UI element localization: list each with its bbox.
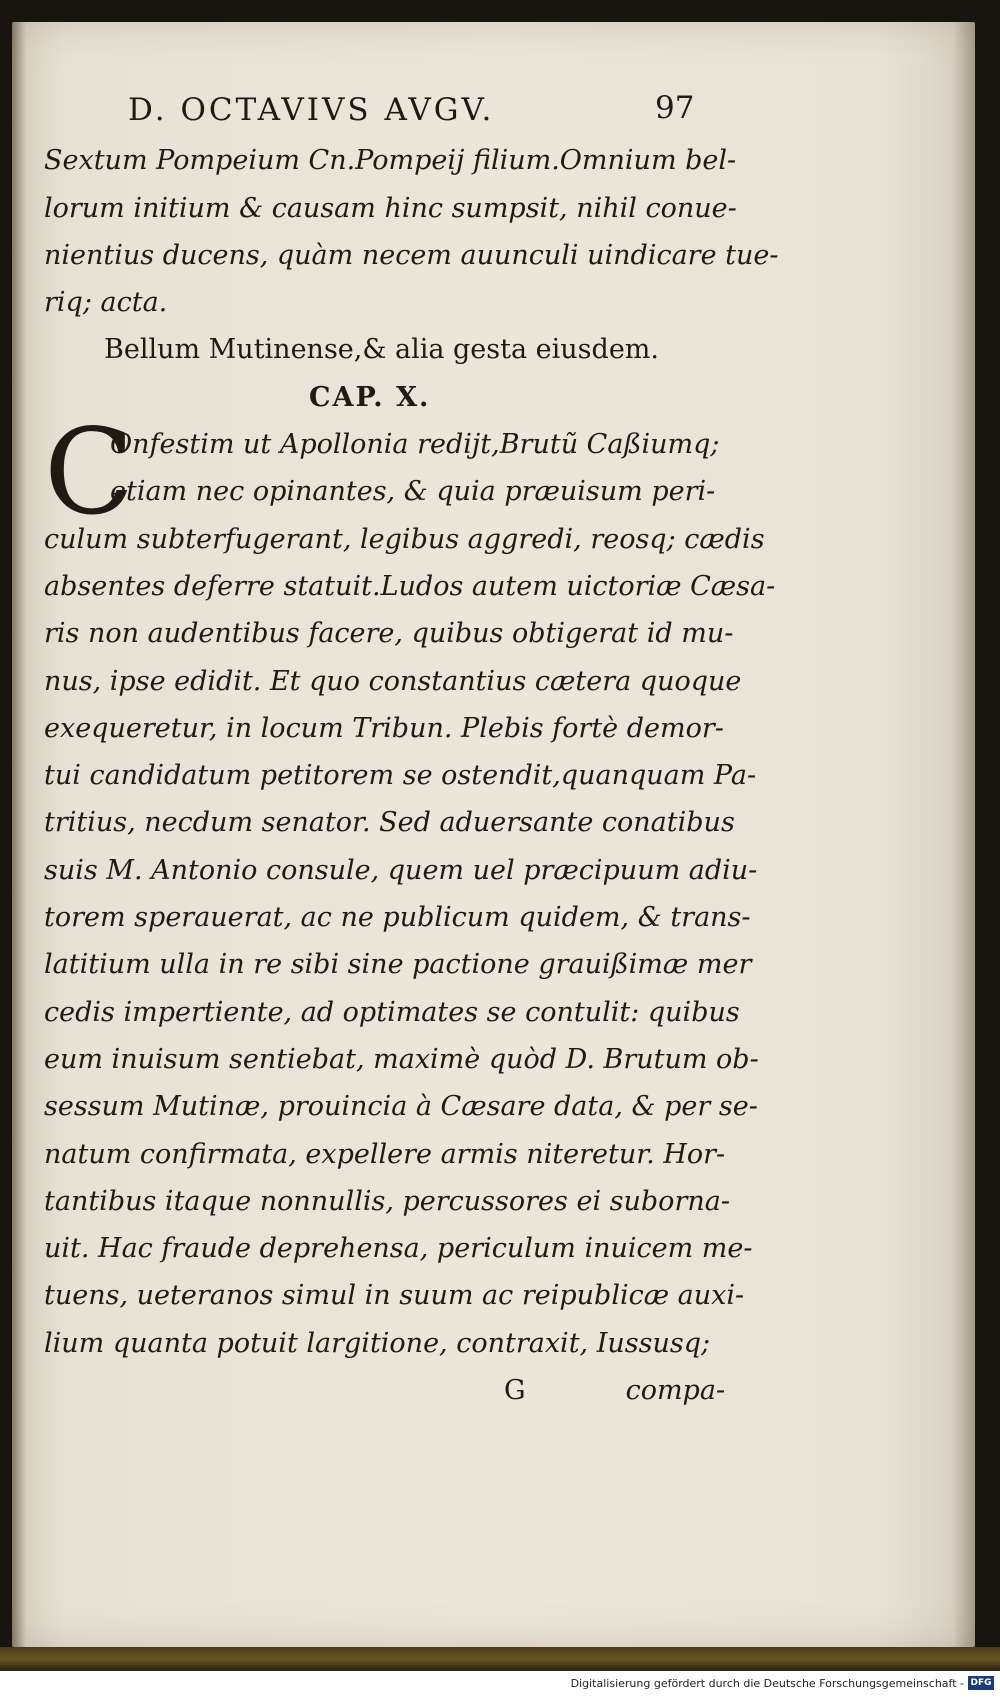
page-binding-shadow [12, 22, 26, 1647]
text-line: tantibus itaque nonnullis, percussores ei suborna- [44, 1185, 730, 1217]
text-line: suis M. Antonio consule, quem uel præcipuum adiu- [44, 854, 758, 886]
text-line: lium quanta potuit largitione, contraxit, Iussusq; [44, 1327, 711, 1359]
text-line: tui candidatum petitorem se ostendit,quanquam Pa- [44, 760, 757, 792]
catchword: compa- [625, 1375, 726, 1407]
text-line: cedis impertiente, ad optimates se contulit: quibus [44, 996, 740, 1028]
text-line: torem sperauerat, ac ne publicum quidem, & trans- [44, 902, 751, 934]
page-edge-shadow [953, 22, 975, 1647]
chapter-title: Bellum Mutinense,& alia gesta eiusdem. [104, 334, 659, 366]
chapter-number: CAP. X. [309, 381, 431, 413]
page-text [44, 90, 779, 1414]
text-line: tuens, ueteranos simul in suum ac reipublicæ auxi- [44, 1280, 745, 1312]
text-line: latitium ulla in re sibi sine pactione grauißimæ mer [44, 949, 752, 981]
text-line: eum inuisum sentiebat, maximè quòd D. Brutum ob- [44, 1043, 759, 1075]
text-line: Sextum Pompeium Cn.Pompeij filium.Omnium bel- [44, 145, 737, 177]
footer-credit: Digitalisierung gefördert durch die Deutsche Forschungsgemeinschaft - [570, 1677, 964, 1690]
page-number: 97 [655, 90, 695, 126]
text-line: nientius ducens, quàm necem auunculi uindicare tue- [44, 239, 779, 271]
text-line: uit. Hac fraude deprehensa, periculum inuicem me- [44, 1233, 753, 1265]
text-line: absentes deferre statuit.Ludos autem uictoriæ Cæsa- [44, 570, 776, 602]
page-bottom-edge [0, 1647, 1000, 1671]
text-line: nus, ipse edidit. Et quo constantius cætera quoque [44, 665, 742, 697]
text-line: tritius, necdum senator. Sed aduersante conatibus [44, 807, 735, 839]
text-line: riq; acta. [44, 287, 168, 319]
digitization-footer [0, 1671, 1000, 1699]
signature-line [44, 1367, 774, 1414]
text-line: lorum initium & causam hinc sumpsit, nihil conue- [44, 192, 737, 224]
text-line: natum confirmata, expellere armis niteretur. Hor- [44, 1138, 726, 1170]
text-line: ris non audentibus facere, quibus obtigerat id mu- [44, 618, 734, 650]
text-line: exequeretur, in locum Tribun. Plebis fortè demor- [44, 712, 724, 744]
text-line: sessum Mutinæ, prouincia à Cæsare data, & per se- [44, 1091, 758, 1123]
running-head: D. OCTAVIVS AVGV. [128, 92, 495, 128]
signature-mark: G [504, 1375, 526, 1407]
text-line: culum subterfugerant, legibus aggredi, reosq; cædis [44, 523, 765, 555]
text-line: etiam nec opinantes, & quia præuisum peri- [110, 476, 716, 508]
text-line: Onfestim ut Apollonia redijt,Brutũ Caßiumq; [110, 429, 720, 461]
drop-cap: C [44, 403, 135, 541]
dfg-logo: DFG [968, 1676, 994, 1690]
